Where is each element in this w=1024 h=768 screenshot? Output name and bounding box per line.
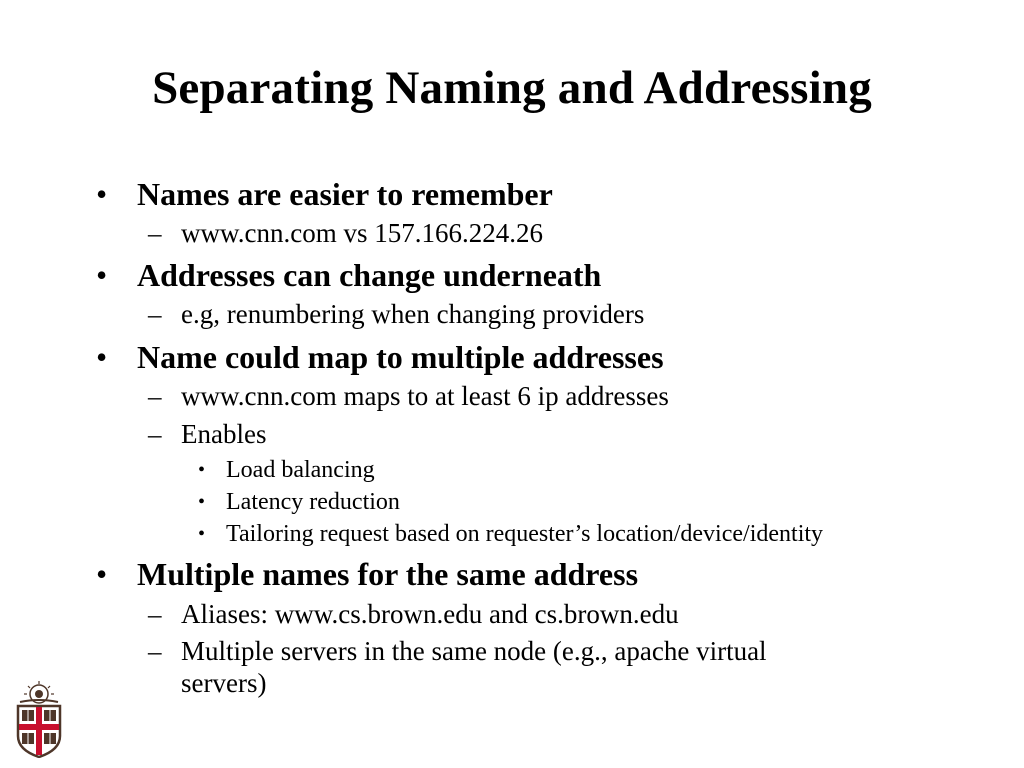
bullet-mark: •	[198, 523, 206, 545]
bullet-text: Names are easier to remember	[137, 176, 553, 212]
dash-mark: –	[148, 599, 162, 629]
bullet-text: www.cnn.com maps to at least 6 ip addresses	[181, 381, 669, 411]
dash-mark: –	[148, 636, 162, 666]
dash-mark: –	[148, 299, 162, 329]
dash-mark: –	[148, 218, 162, 248]
bullet-continuation: servers)	[181, 668, 267, 698]
bullet-text: e.g, renumbering when changing providers	[181, 299, 645, 329]
dash-mark: –	[148, 419, 162, 449]
bullet-text: Multiple names for the same address	[137, 556, 639, 592]
bullet-text: Load balancing	[226, 457, 375, 483]
bullet-mark: •	[96, 339, 108, 375]
bullet-mark: •	[198, 459, 206, 481]
bullet-mark: •	[96, 176, 108, 212]
bullet-text: Latency reduction	[226, 489, 400, 515]
bullet-text: Aliases: www.cs.brown.edu and cs.brown.edu	[181, 599, 679, 629]
bullet-text: Addresses can change underneath	[137, 257, 602, 293]
bullet-text: Tailoring request based on requester’s location/device/identity	[226, 521, 824, 547]
bullet-mark: •	[96, 556, 108, 592]
dash-mark: –	[148, 381, 162, 411]
bullet-text: Name could map to multiple addresses	[137, 339, 664, 375]
bullet-text: Enables	[181, 419, 267, 449]
bullet-text: www.cnn.com vs 157.166.224.26	[181, 218, 543, 248]
university-shield-icon	[14, 680, 64, 758]
bullet-text: Multiple servers in the same node (e.g., apache virtual	[181, 636, 767, 666]
slide-title: Separating Naming and Addressing	[152, 62, 872, 114]
bullet-mark: •	[96, 257, 108, 293]
bullet-mark: •	[198, 491, 206, 513]
